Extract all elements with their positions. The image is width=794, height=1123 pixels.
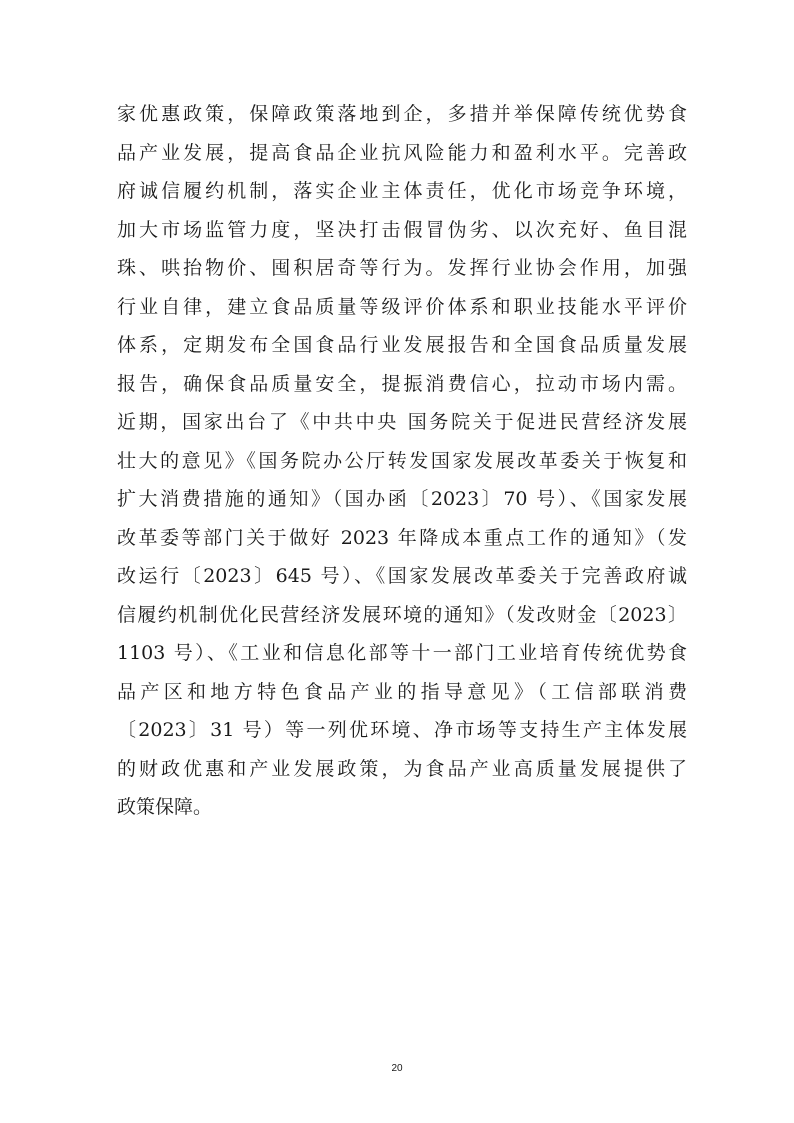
text-line: 改运行〔2023〕645 号）、《国家发展改革委关于完善政府诚 [117,565,687,587]
text-line: 行业自律，建立食品质量等级评价体系和职业技能水平评价 [117,295,687,318]
text-line: 扩大消费措施的通知》（国办函〔2023〕70 号）、《国家发展 [117,488,687,510]
text-line: 品产区和地方特色食品产业的指导意见》（工信部联消费 [117,680,687,703]
text-line: 珠、哄抬物价、囤积居奇等行为。发挥行业协会作用，加强 [117,257,687,279]
text-line: 壮大的意见》《国务院办公厅转发国家发展改革委关于恢复和 [117,449,687,472]
text-line: 1103 号）、《工业和信息化部等十一部门工业培育传统优势食 [117,642,687,664]
text-line: 加大市场监管力度，坚决打击假冒伪劣、以次充好、鱼目混 [117,218,687,241]
text-line: 的财政优惠和产业发展政策，为食品产业高质量发展提供了 [117,757,687,780]
text-line: 家优惠政策，保障政策落地到企，多措并举保障传统优势食 [117,103,687,125]
text-line: 报告，确保食品质量安全，提振消费信心，拉动市场内需。 [117,372,687,395]
text-line: 体系，定期发布全国食品行业发展报告和全国食品质量发展 [117,334,687,356]
body-text [117,95,687,827]
text-line: 〔2023〕31 号）等一列优环境、净市场等支持生产主体发展 [117,719,687,741]
text-line: 改革委等部门关于做好 2023 年降成本重点工作的通知》（发 [117,526,687,549]
text-line: 政策保障。 [117,796,213,818]
text-line: 近期，国家出台了《中共中央 国务院关于促进民营经济发展 [117,411,687,433]
page-number: 20 [391,1063,403,1074]
text-line: 信履约机制优化民营经济发展环境的通知》（发改财金〔2023〕 [117,603,687,626]
text-line: 府诚信履约机制，落实企业主体责任，优化市场竞争环境， [117,180,687,202]
text-line: 品产业发展，提高食品企业抗风险能力和盈利水平。完善政 [117,141,687,164]
